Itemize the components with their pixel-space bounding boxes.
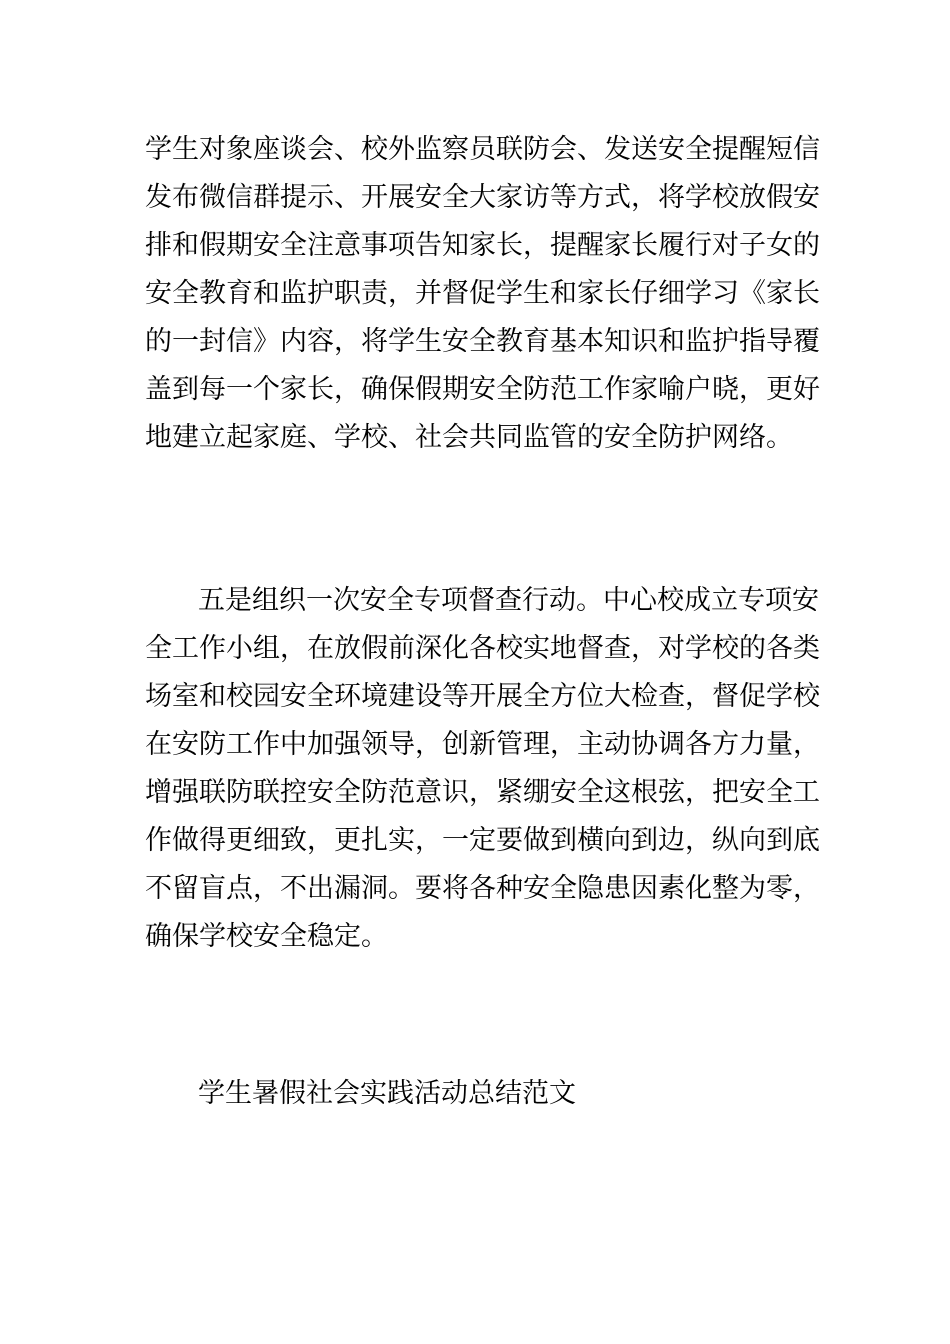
text-line: 盖到每一个家长，确保假期安全防范工作家喻户晓，更好 — [145, 374, 820, 405]
text-line: 不留盲点，不出漏洞。要将各种安全隐患因素化整为零， — [145, 873, 820, 904]
text-line: 场室和校园安全环境建设等开展全方位大检查，督促学校 — [145, 681, 820, 712]
paragraph-safety-inspection — [145, 577, 820, 961]
heading-text: 学生暑假社会实践活动总结范文 — [198, 1078, 576, 1109]
text-line: 安全教育和监护职责，并督促学生和家长仔细学习《家长 — [145, 278, 820, 309]
paragraph-parent-outreach — [145, 126, 820, 462]
text-line: 在安防工作中加强领导，创新管理，主动协调各方力量， — [145, 729, 820, 760]
text-line: 全工作小组，在放假前深化各校实地督查，对学校的各类 — [145, 633, 820, 664]
text-line: 五是组织一次安全专项督查行动。中心校成立专项安 — [198, 585, 819, 616]
text-line: 排和假期安全注意事项告知家长，提醒家长履行对子女的 — [145, 230, 820, 261]
text-line: 增强联防联控安全防范意识，紧绷安全这根弦，把安全工 — [145, 777, 820, 808]
text-line: 发布微信群提示、开展安全大家访等方式，将学校放假安 — [145, 182, 820, 213]
text-line: 地建立起家庭、学校、社会共同监管的安全防护网络。 — [145, 422, 793, 453]
text-line: 的一封信》内容，将学生安全教育基本知识和监护指导覆 — [145, 326, 820, 357]
section-heading — [145, 1070, 815, 1118]
text-line: 学生对象座谈会、校外监察员联防会、发送安全提醒短信 — [145, 134, 820, 165]
text-line: 作做得更细致，更扎实，一定要做到横向到边，纵向到底 — [145, 825, 820, 856]
text-line: 确保学校安全稳定。 — [145, 921, 388, 952]
